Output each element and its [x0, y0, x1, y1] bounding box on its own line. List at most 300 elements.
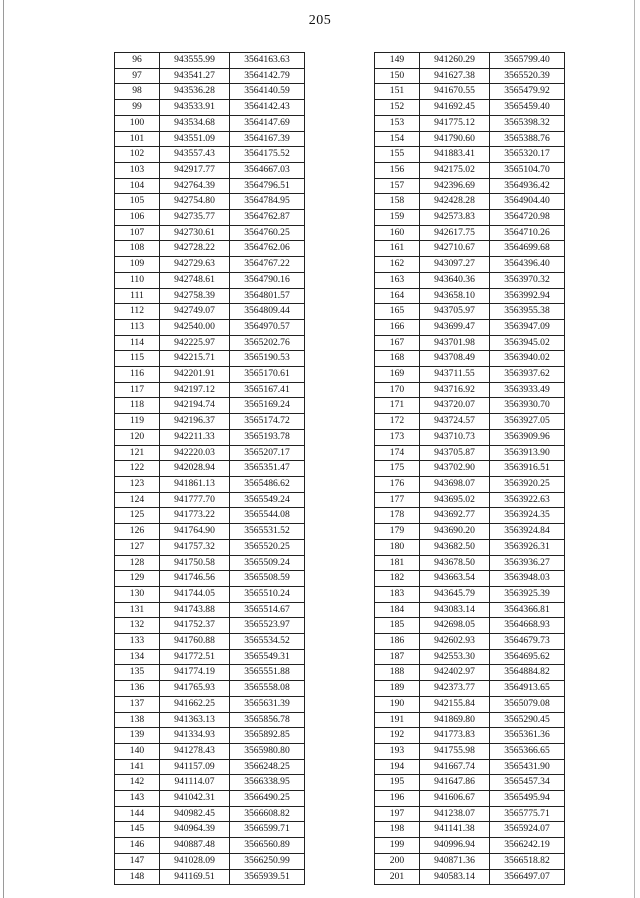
table-row: [375, 696, 565, 712]
y-coordinate-cell: 3564784.95: [230, 194, 305, 210]
point-number-cell: 157: [375, 178, 420, 194]
x-coordinate-cell: 941662.25: [160, 696, 230, 712]
x-coordinate-cell: 942764.39: [160, 178, 230, 194]
table-row: [115, 367, 305, 383]
y-coordinate-cell: 3563936.27: [490, 555, 565, 571]
y-coordinate-cell: 3563930.70: [490, 398, 565, 414]
point-number-cell: 143: [115, 791, 160, 807]
y-coordinate-cell: 3565892.85: [230, 728, 305, 744]
point-number-cell: 200: [375, 853, 420, 869]
table-row: [375, 649, 565, 665]
x-coordinate-cell: 941114.07: [160, 775, 230, 791]
scan-edge-right: [634, 0, 635, 898]
y-coordinate-cell: 3564366.81: [490, 602, 565, 618]
y-coordinate-cell: 3563925.39: [490, 586, 565, 602]
table-row: [375, 115, 565, 131]
table-row: [375, 712, 565, 728]
table-row: [115, 524, 305, 540]
x-coordinate-cell: 942201.91: [160, 367, 230, 383]
x-coordinate-cell: 943682.50: [420, 539, 490, 555]
x-coordinate-cell: 941773.22: [160, 508, 230, 524]
point-number-cell: 146: [115, 838, 160, 854]
point-number-cell: 166: [375, 319, 420, 335]
point-number-cell: 172: [375, 414, 420, 430]
x-coordinate-cell: 941334.93: [160, 728, 230, 744]
y-coordinate-cell: 3564796.51: [230, 178, 305, 194]
x-coordinate-cell: 942735.77: [160, 210, 230, 226]
y-coordinate-cell: 3564762.87: [230, 210, 305, 226]
y-coordinate-cell: 3565856.78: [230, 712, 305, 728]
x-coordinate-cell: 943658.10: [420, 288, 490, 304]
x-coordinate-cell: 941790.60: [420, 131, 490, 147]
y-coordinate-cell: 3565079.08: [490, 696, 565, 712]
table-row: [115, 634, 305, 650]
point-number-cell: 162: [375, 257, 420, 273]
y-coordinate-cell: 3565510.24: [230, 586, 305, 602]
x-coordinate-cell: 943690.20: [420, 524, 490, 540]
point-number-cell: 111: [115, 288, 160, 304]
table-row: [375, 194, 565, 210]
x-coordinate-cell: 941755.98: [420, 743, 490, 759]
table-row: [115, 508, 305, 524]
y-coordinate-cell: 3564695.62: [490, 649, 565, 665]
y-coordinate-cell: 3565775.71: [490, 806, 565, 822]
table-row: [375, 508, 565, 524]
y-coordinate-cell: 3566250.99: [230, 853, 305, 869]
y-coordinate-cell: 3564913.65: [490, 681, 565, 697]
point-number-cell: 152: [375, 100, 420, 116]
x-coordinate-cell: 941606.67: [420, 791, 490, 807]
point-number-cell: 187: [375, 649, 420, 665]
x-coordinate-cell: 941883.41: [420, 147, 490, 163]
table-row: [115, 696, 305, 712]
point-number-cell: 130: [115, 586, 160, 602]
point-number-cell: 102: [115, 147, 160, 163]
table-row: [375, 476, 565, 492]
point-number-cell: 194: [375, 759, 420, 775]
point-number-cell: 126: [115, 524, 160, 540]
table-row: [375, 775, 565, 791]
point-number-cell: 165: [375, 304, 420, 320]
x-coordinate-cell: 942698.05: [420, 618, 490, 634]
x-coordinate-cell: 941028.09: [160, 853, 230, 869]
table-row: [115, 257, 305, 273]
table-row: [115, 351, 305, 367]
point-number-cell: 195: [375, 775, 420, 791]
y-coordinate-cell: 3564668.93: [490, 618, 565, 634]
y-coordinate-cell: 3565924.07: [490, 822, 565, 838]
point-number-cell: 129: [115, 571, 160, 587]
y-coordinate-cell: 3563948.03: [490, 571, 565, 587]
point-number-cell: 150: [375, 68, 420, 84]
point-number-cell: 145: [115, 822, 160, 838]
y-coordinate-cell: 3566560.89: [230, 838, 305, 854]
y-coordinate-cell: 3564710.26: [490, 225, 565, 241]
point-number-cell: 180: [375, 539, 420, 555]
point-number-cell: 115: [115, 351, 160, 367]
x-coordinate-cell: 942758.39: [160, 288, 230, 304]
x-coordinate-cell: 941746.56: [160, 571, 230, 587]
y-coordinate-cell: 3565169.24: [230, 398, 305, 414]
x-coordinate-cell: 942428.28: [420, 194, 490, 210]
x-coordinate-cell: 942396.69: [420, 178, 490, 194]
point-number-cell: 136: [115, 681, 160, 697]
y-coordinate-cell: 3564142.79: [230, 68, 305, 84]
point-number-cell: 181: [375, 555, 420, 571]
y-coordinate-cell: 3563992.94: [490, 288, 565, 304]
point-number-cell: 182: [375, 571, 420, 587]
y-coordinate-cell: 3563916.51: [490, 461, 565, 477]
x-coordinate-cell: 941869.80: [420, 712, 490, 728]
point-number-cell: 153: [375, 115, 420, 131]
y-coordinate-cell: 3563933.49: [490, 382, 565, 398]
table-row: [115, 759, 305, 775]
point-number-cell: 188: [375, 665, 420, 681]
table-row: [375, 853, 565, 869]
y-coordinate-cell: 3565486.62: [230, 476, 305, 492]
y-coordinate-cell: 3565190.53: [230, 351, 305, 367]
y-coordinate-cell: 3566608.82: [230, 806, 305, 822]
x-coordinate-cell: 942155.84: [420, 696, 490, 712]
point-number-cell: 179: [375, 524, 420, 540]
x-coordinate-cell: 943724.57: [420, 414, 490, 430]
y-coordinate-cell: 3564970.57: [230, 319, 305, 335]
table-row: [115, 319, 305, 335]
y-coordinate-cell: 3564175.52: [230, 147, 305, 163]
table-row: [375, 634, 565, 650]
point-number-cell: 192: [375, 728, 420, 744]
y-coordinate-cell: 3564142.43: [230, 100, 305, 116]
point-number-cell: 151: [375, 84, 420, 100]
table-row: [375, 461, 565, 477]
point-number-cell: 142: [115, 775, 160, 791]
y-coordinate-cell: 3564699.68: [490, 241, 565, 257]
table-row: [375, 539, 565, 555]
y-coordinate-cell: 3565980.80: [230, 743, 305, 759]
point-number-cell: 132: [115, 618, 160, 634]
point-number-cell: 144: [115, 806, 160, 822]
y-coordinate-cell: 3565398.32: [490, 115, 565, 131]
table-row: [115, 853, 305, 869]
table-row: [115, 586, 305, 602]
table-row: [375, 100, 565, 116]
y-coordinate-cell: 3565457.34: [490, 775, 565, 791]
x-coordinate-cell: 941760.88: [160, 634, 230, 650]
point-number-cell: 117: [115, 382, 160, 398]
table-row: [115, 241, 305, 257]
point-number-cell: 114: [115, 335, 160, 351]
point-number-cell: 158: [375, 194, 420, 210]
x-coordinate-cell: 943716.92: [420, 382, 490, 398]
y-coordinate-cell: 3564147.69: [230, 115, 305, 131]
table-row: [115, 272, 305, 288]
point-number-cell: 193: [375, 743, 420, 759]
y-coordinate-cell: 3565431.90: [490, 759, 565, 775]
table-row: [115, 84, 305, 100]
y-coordinate-cell: 3563909.96: [490, 429, 565, 445]
table-row: [115, 398, 305, 414]
x-coordinate-cell: 941141.38: [420, 822, 490, 838]
point-number-cell: 112: [115, 304, 160, 320]
point-number-cell: 116: [115, 367, 160, 383]
y-coordinate-cell: 3566242.19: [490, 838, 565, 854]
y-coordinate-cell: 3563945.02: [490, 335, 565, 351]
x-coordinate-cell: 943536.28: [160, 84, 230, 100]
table-row: [115, 822, 305, 838]
point-number-cell: 197: [375, 806, 420, 822]
y-coordinate-cell: 3565939.51: [230, 869, 305, 885]
x-coordinate-cell: 941667.74: [420, 759, 490, 775]
x-coordinate-cell: 940982.45: [160, 806, 230, 822]
table-row: [375, 555, 565, 571]
point-number-cell: 148: [115, 869, 160, 885]
point-number-cell: 109: [115, 257, 160, 273]
table-row: [375, 53, 565, 69]
table-row: [375, 681, 565, 697]
point-number-cell: 135: [115, 665, 160, 681]
table-row: [115, 414, 305, 430]
coordinates-table-right: [374, 52, 565, 885]
y-coordinate-cell: 3564163.63: [230, 53, 305, 69]
point-number-cell: 164: [375, 288, 420, 304]
y-coordinate-cell: 3564140.59: [230, 84, 305, 100]
x-coordinate-cell: 941627.38: [420, 68, 490, 84]
table-row: [115, 775, 305, 791]
x-coordinate-cell: 943645.79: [420, 586, 490, 602]
point-number-cell: 127: [115, 539, 160, 555]
y-coordinate-cell: 3564790.16: [230, 272, 305, 288]
y-coordinate-cell: 3565531.52: [230, 524, 305, 540]
x-coordinate-cell: 942617.75: [420, 225, 490, 241]
table-row: [115, 304, 305, 320]
x-coordinate-cell: 942211.33: [160, 429, 230, 445]
table-row: [375, 838, 565, 854]
y-coordinate-cell: 3563913.90: [490, 445, 565, 461]
y-coordinate-cell: 3565523.97: [230, 618, 305, 634]
table-row: [375, 445, 565, 461]
y-coordinate-cell: 3564762.06: [230, 241, 305, 257]
table-row: [375, 131, 565, 147]
point-number-cell: 98: [115, 84, 160, 100]
y-coordinate-cell: 3564801.57: [230, 288, 305, 304]
table-row: [115, 743, 305, 759]
y-coordinate-cell: 3565509.24: [230, 555, 305, 571]
y-coordinate-cell: 3565290.45: [490, 712, 565, 728]
table-row: [115, 53, 305, 69]
scan-edge-left: [3, 0, 4, 898]
y-coordinate-cell: 3564904.40: [490, 194, 565, 210]
x-coordinate-cell: 941764.90: [160, 524, 230, 540]
x-coordinate-cell: 943534.68: [160, 115, 230, 131]
table-row: [375, 288, 565, 304]
x-coordinate-cell: 941278.43: [160, 743, 230, 759]
y-coordinate-cell: 3563924.35: [490, 508, 565, 524]
y-coordinate-cell: 3566490.25: [230, 791, 305, 807]
table-row: [115, 838, 305, 854]
x-coordinate-cell: 941774.19: [160, 665, 230, 681]
x-coordinate-cell: 941752.37: [160, 618, 230, 634]
point-number-cell: 119: [115, 414, 160, 430]
table-row: [375, 665, 565, 681]
y-coordinate-cell: 3565366.65: [490, 743, 565, 759]
point-number-cell: 120: [115, 429, 160, 445]
point-number-cell: 118: [115, 398, 160, 414]
table-row: [375, 225, 565, 241]
point-number-cell: 124: [115, 492, 160, 508]
table-row: [375, 272, 565, 288]
x-coordinate-cell: 943692.77: [420, 508, 490, 524]
table-row: [375, 319, 565, 335]
point-number-cell: 155: [375, 147, 420, 163]
table-row: [375, 869, 565, 885]
y-coordinate-cell: 3565479.92: [490, 84, 565, 100]
point-number-cell: 113: [115, 319, 160, 335]
point-number-cell: 103: [115, 162, 160, 178]
point-number-cell: 104: [115, 178, 160, 194]
point-number-cell: 121: [115, 445, 160, 461]
y-coordinate-cell: 3563924.84: [490, 524, 565, 540]
x-coordinate-cell: 941042.31: [160, 791, 230, 807]
table-row: [375, 524, 565, 540]
y-coordinate-cell: 3565207.17: [230, 445, 305, 461]
table-row: [375, 743, 565, 759]
table-row: [375, 210, 565, 226]
y-coordinate-cell: 3564936.42: [490, 178, 565, 194]
point-number-cell: 176: [375, 476, 420, 492]
x-coordinate-cell: 941744.05: [160, 586, 230, 602]
table-row: [375, 398, 565, 414]
point-number-cell: 97: [115, 68, 160, 84]
y-coordinate-cell: 3566497.07: [490, 869, 565, 885]
y-coordinate-cell: 3565508.59: [230, 571, 305, 587]
point-number-cell: 185: [375, 618, 420, 634]
table-row: [375, 241, 565, 257]
x-coordinate-cell: 942373.77: [420, 681, 490, 697]
point-number-cell: 190: [375, 696, 420, 712]
y-coordinate-cell: 3565520.39: [490, 68, 565, 84]
point-number-cell: 138: [115, 712, 160, 728]
x-coordinate-cell: 941169.51: [160, 869, 230, 885]
table-row: [375, 178, 565, 194]
table-row: [115, 806, 305, 822]
x-coordinate-cell: 942215.71: [160, 351, 230, 367]
point-number-cell: 189: [375, 681, 420, 697]
point-number-cell: 128: [115, 555, 160, 571]
y-coordinate-cell: 3563947.09: [490, 319, 565, 335]
table-row: [115, 665, 305, 681]
x-coordinate-cell: 942730.61: [160, 225, 230, 241]
x-coordinate-cell: 941775.12: [420, 115, 490, 131]
x-coordinate-cell: 942917.77: [160, 162, 230, 178]
table-row: [115, 162, 305, 178]
y-coordinate-cell: 3565549.31: [230, 649, 305, 665]
x-coordinate-cell: 943640.36: [420, 272, 490, 288]
table-row: [115, 429, 305, 445]
y-coordinate-cell: 3565549.24: [230, 492, 305, 508]
point-number-cell: 175: [375, 461, 420, 477]
y-coordinate-cell: 3564667.03: [230, 162, 305, 178]
x-coordinate-cell: 942729.63: [160, 257, 230, 273]
y-coordinate-cell: 3565170.61: [230, 367, 305, 383]
y-coordinate-cell: 3565520.25: [230, 539, 305, 555]
y-coordinate-cell: 3565459.40: [490, 100, 565, 116]
x-coordinate-cell: 941861.13: [160, 476, 230, 492]
table-row: [375, 602, 565, 618]
x-coordinate-cell: 942573.83: [420, 210, 490, 226]
x-coordinate-cell: 943705.87: [420, 445, 490, 461]
table-row: [115, 571, 305, 587]
x-coordinate-cell: 941363.13: [160, 712, 230, 728]
x-coordinate-cell: 941750.58: [160, 555, 230, 571]
table-row: [375, 492, 565, 508]
x-coordinate-cell: 942220.03: [160, 445, 230, 461]
table-row: [115, 445, 305, 461]
y-coordinate-cell: 3563927.05: [490, 414, 565, 430]
table-row: [115, 382, 305, 398]
table-row: [115, 728, 305, 744]
point-number-cell: 184: [375, 602, 420, 618]
point-number-cell: 186: [375, 634, 420, 650]
point-number-cell: 147: [115, 853, 160, 869]
x-coordinate-cell: 943555.99: [160, 53, 230, 69]
x-coordinate-cell: 942197.12: [160, 382, 230, 398]
table-row: [115, 461, 305, 477]
y-coordinate-cell: 3565544.08: [230, 508, 305, 524]
point-number-cell: 125: [115, 508, 160, 524]
x-coordinate-cell: 941260.29: [420, 53, 490, 69]
point-number-cell: 198: [375, 822, 420, 838]
table-row: [115, 791, 305, 807]
point-number-cell: 159: [375, 210, 420, 226]
table-row: [115, 539, 305, 555]
point-number-cell: 174: [375, 445, 420, 461]
x-coordinate-cell: 941692.45: [420, 100, 490, 116]
coordinates-table-left: [114, 52, 305, 885]
point-number-cell: 171: [375, 398, 420, 414]
table-row: [115, 335, 305, 351]
point-number-cell: 156: [375, 162, 420, 178]
x-coordinate-cell: 942553.30: [420, 649, 490, 665]
x-coordinate-cell: 942748.61: [160, 272, 230, 288]
table-row: [375, 335, 565, 351]
point-number-cell: 134: [115, 649, 160, 665]
table-row: [115, 492, 305, 508]
point-number-cell: 201: [375, 869, 420, 885]
y-coordinate-cell: 3564720.98: [490, 210, 565, 226]
point-number-cell: 110: [115, 272, 160, 288]
table-row: [115, 555, 305, 571]
x-coordinate-cell: 942225.97: [160, 335, 230, 351]
y-coordinate-cell: 3565351.47: [230, 461, 305, 477]
table-row: [115, 225, 305, 241]
x-coordinate-cell: 941777.70: [160, 492, 230, 508]
x-coordinate-cell: 940583.14: [420, 869, 490, 885]
point-number-cell: 199: [375, 838, 420, 854]
y-coordinate-cell: 3563940.02: [490, 351, 565, 367]
y-coordinate-cell: 3565193.78: [230, 429, 305, 445]
point-number-cell: 169: [375, 367, 420, 383]
y-coordinate-cell: 3563937.62: [490, 367, 565, 383]
y-coordinate-cell: 3565631.39: [230, 696, 305, 712]
y-coordinate-cell: 3565361.36: [490, 728, 565, 744]
y-coordinate-cell: 3564767.22: [230, 257, 305, 273]
point-number-cell: 122: [115, 461, 160, 477]
table-row: [115, 194, 305, 210]
point-number-cell: 149: [375, 53, 420, 69]
point-number-cell: 154: [375, 131, 420, 147]
y-coordinate-cell: 3563955.38: [490, 304, 565, 320]
x-coordinate-cell: 943663.54: [420, 571, 490, 587]
